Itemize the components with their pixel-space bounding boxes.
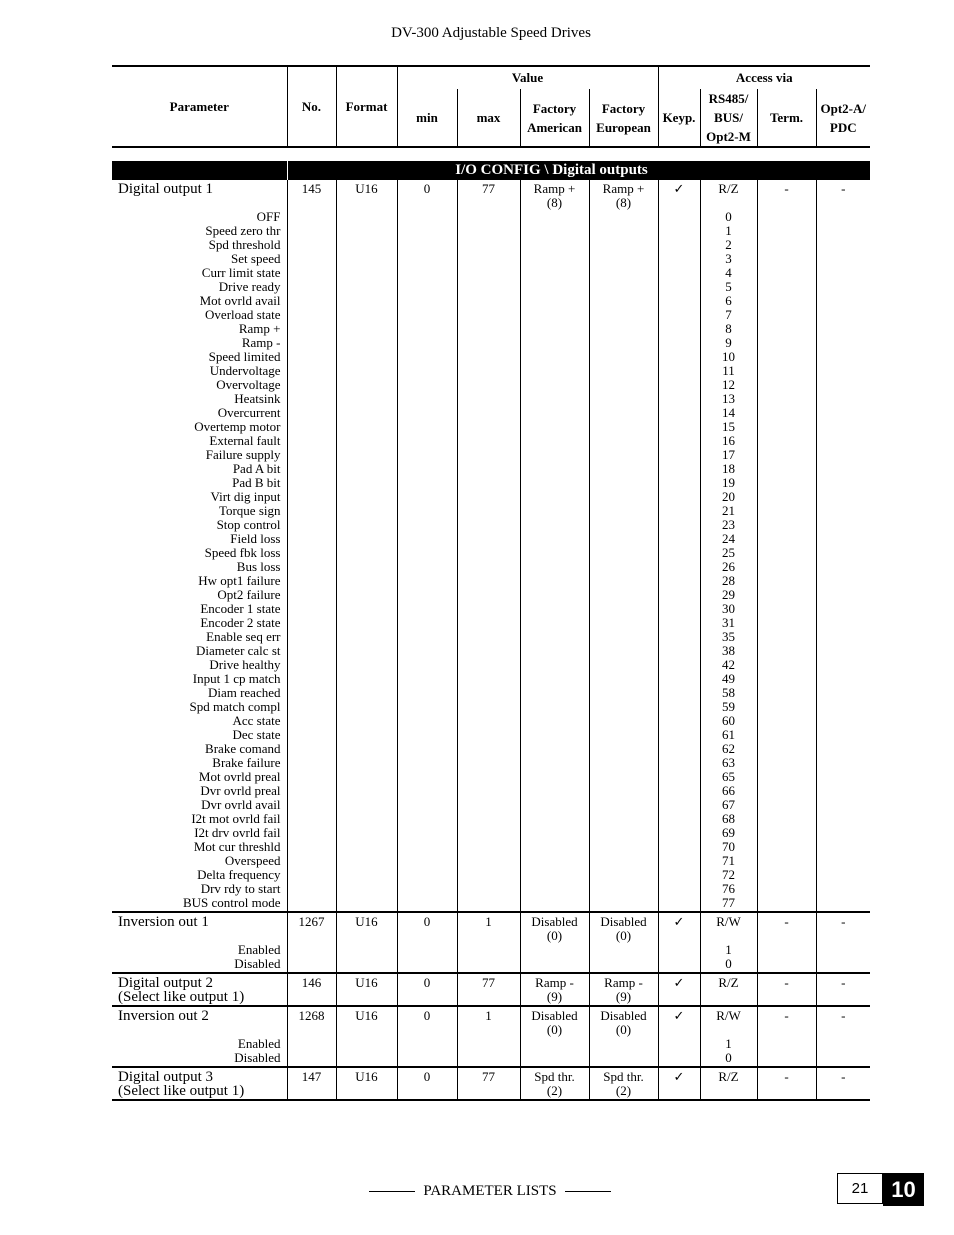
cell-max (457, 180, 520, 912)
parameter-name: Digital output 1 (118, 181, 213, 197)
cell-term (757, 973, 816, 1006)
col-header-term: Term. (757, 89, 816, 147)
cell-value-min: 0 (423, 975, 431, 990)
cell-value-format: U16 (355, 914, 378, 929)
cell-value-keyp: ✓ (673, 1008, 685, 1023)
cell-value-opt2: - (841, 914, 846, 929)
cell-value-fact-am: Disabled (0) (531, 914, 578, 943)
cell-fact-eu (589, 1006, 658, 1067)
cell-min (397, 912, 457, 973)
parameter-cell (112, 1067, 287, 1100)
cell-value-fact-am: Ramp + (8) (533, 181, 576, 210)
cell-opt2 (816, 1006, 870, 1067)
cell-no (287, 973, 336, 1006)
col-header-factory-european: Factory European (589, 89, 658, 147)
cell-value-no: 1268 (298, 1008, 325, 1023)
cell-value-fact-am: Ramp - (9) (535, 975, 574, 1004)
footer-rule-left (369, 1191, 415, 1192)
cell-format (336, 180, 397, 912)
cell-value-fact-eu: Ramp - (9) (604, 975, 643, 1004)
cell-max (457, 1006, 520, 1067)
table-row (112, 180, 870, 912)
cell-min (397, 1067, 457, 1100)
parameter-cell (112, 1006, 287, 1067)
cell-keyp (658, 973, 700, 1006)
cell-no (287, 1067, 336, 1100)
cell-opt2 (816, 973, 870, 1006)
cell-value-term: - (784, 1008, 789, 1023)
option-list: Enabled Disabled (234, 1036, 281, 1065)
cell-value-term: - (784, 975, 789, 990)
cell-max (457, 973, 520, 1006)
col-header-no: No. (287, 66, 336, 147)
footer-section-text: PARAMETER LISTS (423, 1183, 557, 1199)
cell-rs485 (700, 973, 757, 1006)
parameter-table (112, 65, 870, 1101)
cell-fact-eu (589, 973, 658, 1006)
option-code-list: 1 0 (725, 1036, 732, 1065)
cell-value-max: 1 (485, 1008, 492, 1023)
cell-value-no: 1267 (298, 914, 325, 929)
option-list: Enabled Disabled (234, 942, 281, 971)
cell-value-keyp: ✓ (673, 181, 685, 196)
cell-rs485 (700, 180, 757, 912)
cell-value-fact-am: Disabled (0) (531, 1008, 578, 1037)
cell-value-no: 145 (301, 181, 322, 196)
cell-value-fact-eu: Spd thr. (2) (603, 1069, 644, 1098)
col-header-keyp: Keyp. (658, 89, 700, 147)
parameter-cell (112, 973, 287, 1006)
cell-format (336, 973, 397, 1006)
cell-value-max: 77 (482, 975, 495, 990)
cell-keyp (658, 912, 700, 973)
section-title: I/O CONFIG \ Digital outputs (287, 161, 816, 180)
option-list: OFF Speed zero thr Spd threshold Set speed Curr limit state Drive ready Mot ovrld avail Overload state Ramp + Ramp - Speed limited Undervoltage Overvoltage Heatsink Overcurrent Overtemp motor External fault Failure supply Pad A bit Pad B bit Virt dig input Torque sign Stop control Field loss Speed fbk loss Bus loss Hw opt1 failure Opt2 failure Encoder 1 state Encoder 2 state Enable seq err Diameter calc st Drive healthy Input 1 cp match Diam reached Spd match compl Acc state Dec state Brake comand Brake failure Mot ovrld preal Dvr ovrld preal Dvr ovrld avail I2t mot ovrld fail I2t drv ovrld fail Mot cur threshld Overspeed Delta frequency Drv rdy to start BUS control mode (183, 209, 281, 910)
parameter-name: Inversion out 2 (118, 1008, 209, 1024)
cell-term (757, 1067, 816, 1100)
cell-keyp (658, 180, 700, 912)
page-number: 21 (837, 1173, 883, 1204)
cell-format (336, 912, 397, 973)
table-row (112, 1006, 870, 1067)
cell-opt2 (816, 912, 870, 973)
table-row (112, 973, 870, 1006)
cell-min (397, 1006, 457, 1067)
cell-value-keyp: ✓ (673, 1069, 685, 1084)
cell-term (757, 912, 816, 973)
cell-opt2 (816, 1067, 870, 1100)
cell-value-no: 146 (301, 975, 322, 990)
cell-value-fact-am: Spd thr. (2) (534, 1069, 575, 1098)
cell-fact-am (520, 1067, 589, 1100)
cell-value-opt2: - (841, 1008, 846, 1023)
parameter-name: Digital output 3 (Select like output 1) (118, 1069, 245, 1099)
cell-fact-eu (589, 912, 658, 973)
cell-format (336, 1006, 397, 1067)
cell-no (287, 912, 336, 973)
col-header-parameter: Parameter (112, 66, 287, 147)
cell-value-term: - (784, 914, 789, 929)
col-header-format: Format (336, 66, 397, 147)
cell-value-term: - (784, 181, 789, 196)
cell-fact-am (520, 912, 589, 973)
cell-value-term: - (784, 1069, 789, 1084)
col-header-max: max (457, 89, 520, 147)
parameter-cell (112, 912, 287, 973)
col-header-opt2: Opt2-A/ PDC (816, 89, 870, 147)
cell-value-opt2: - (841, 975, 846, 990)
cell-value-max: 1 (485, 914, 492, 929)
cell-format (336, 1067, 397, 1100)
option-code-list: 1 0 (725, 942, 732, 971)
parameter-name: Digital output 2 (Select like output 1) (118, 975, 245, 1005)
cell-rs485 (700, 1067, 757, 1100)
parameter-name: Inversion out 1 (118, 914, 209, 930)
cell-value-keyp: ✓ (673, 914, 685, 929)
cell-max (457, 912, 520, 973)
cell-opt2 (816, 180, 870, 912)
cell-fact-am (520, 180, 589, 912)
cell-value-no: 147 (301, 1069, 322, 1084)
cell-value-max: 77 (482, 1069, 495, 1084)
cell-max (457, 1067, 520, 1100)
col-header-value: Value (397, 66, 658, 89)
cell-value-rs485: R/Z (718, 975, 739, 990)
cell-min (397, 973, 457, 1006)
cell-value-format: U16 (355, 181, 378, 196)
cell-fact-am (520, 1006, 589, 1067)
cell-value-fact-eu: Disabled (0) (600, 914, 647, 943)
cell-no (287, 1006, 336, 1067)
option-code-list: 0 1 2 3 4 5 6 7 8 9 10 11 12 13 14 15 16 17 18 19 20 21 23 24 25 26 28 29 30 31 35 38 42 49 58 59 60 61 62 63 65 66 67 68 69 70 71 72 76 77 (722, 209, 735, 910)
cell-no (287, 180, 336, 912)
running-head: DV-300 Adjustable Speed Drives (391, 25, 591, 41)
cell-value-format: U16 (355, 1008, 378, 1023)
cell-value-min: 0 (423, 914, 431, 929)
cell-value-format: U16 (355, 1069, 378, 1084)
cell-value-opt2: - (841, 181, 846, 196)
cell-value-rs485: R/W (716, 914, 741, 929)
cell-value-min: 0 (423, 1008, 431, 1023)
cell-fact-eu (589, 180, 658, 912)
cell-rs485 (700, 912, 757, 973)
cell-fact-am (520, 973, 589, 1006)
table-row (112, 1067, 870, 1100)
cell-fact-eu (589, 1067, 658, 1100)
col-header-access-via: Access via (658, 66, 870, 89)
cell-min (397, 180, 457, 912)
cell-value-rs485: R/W (716, 1008, 741, 1023)
cell-value-max: 77 (482, 181, 495, 196)
cell-value-rs485: R/Z (718, 1069, 739, 1084)
cell-value-fact-eu: Ramp + (8) (602, 181, 645, 210)
parameter-cell (112, 180, 287, 912)
cell-value-rs485: R/Z (718, 181, 739, 196)
cell-term (757, 1006, 816, 1067)
cell-rs485 (700, 1006, 757, 1067)
cell-value-opt2: - (841, 1069, 846, 1084)
cell-term (757, 180, 816, 912)
cell-value-format: U16 (355, 975, 378, 990)
col-header-min: min (397, 89, 457, 147)
col-header-factory-american: Factory American (520, 89, 589, 147)
chapter-tab: 10 (883, 1173, 924, 1206)
cell-value-min: 0 (423, 181, 431, 196)
footer-section-label (366, 1183, 614, 1200)
section-header-row (112, 161, 870, 180)
col-header-rs485: RS485/ BUS/ Opt2-M (700, 89, 757, 147)
cell-value-keyp: ✓ (673, 975, 685, 990)
cell-value-fact-eu: Disabled (0) (600, 1008, 647, 1037)
table-row (112, 912, 870, 973)
cell-keyp (658, 1067, 700, 1100)
footer-rule-right (565, 1191, 611, 1192)
cell-keyp (658, 1006, 700, 1067)
cell-value-min: 0 (423, 1069, 431, 1084)
